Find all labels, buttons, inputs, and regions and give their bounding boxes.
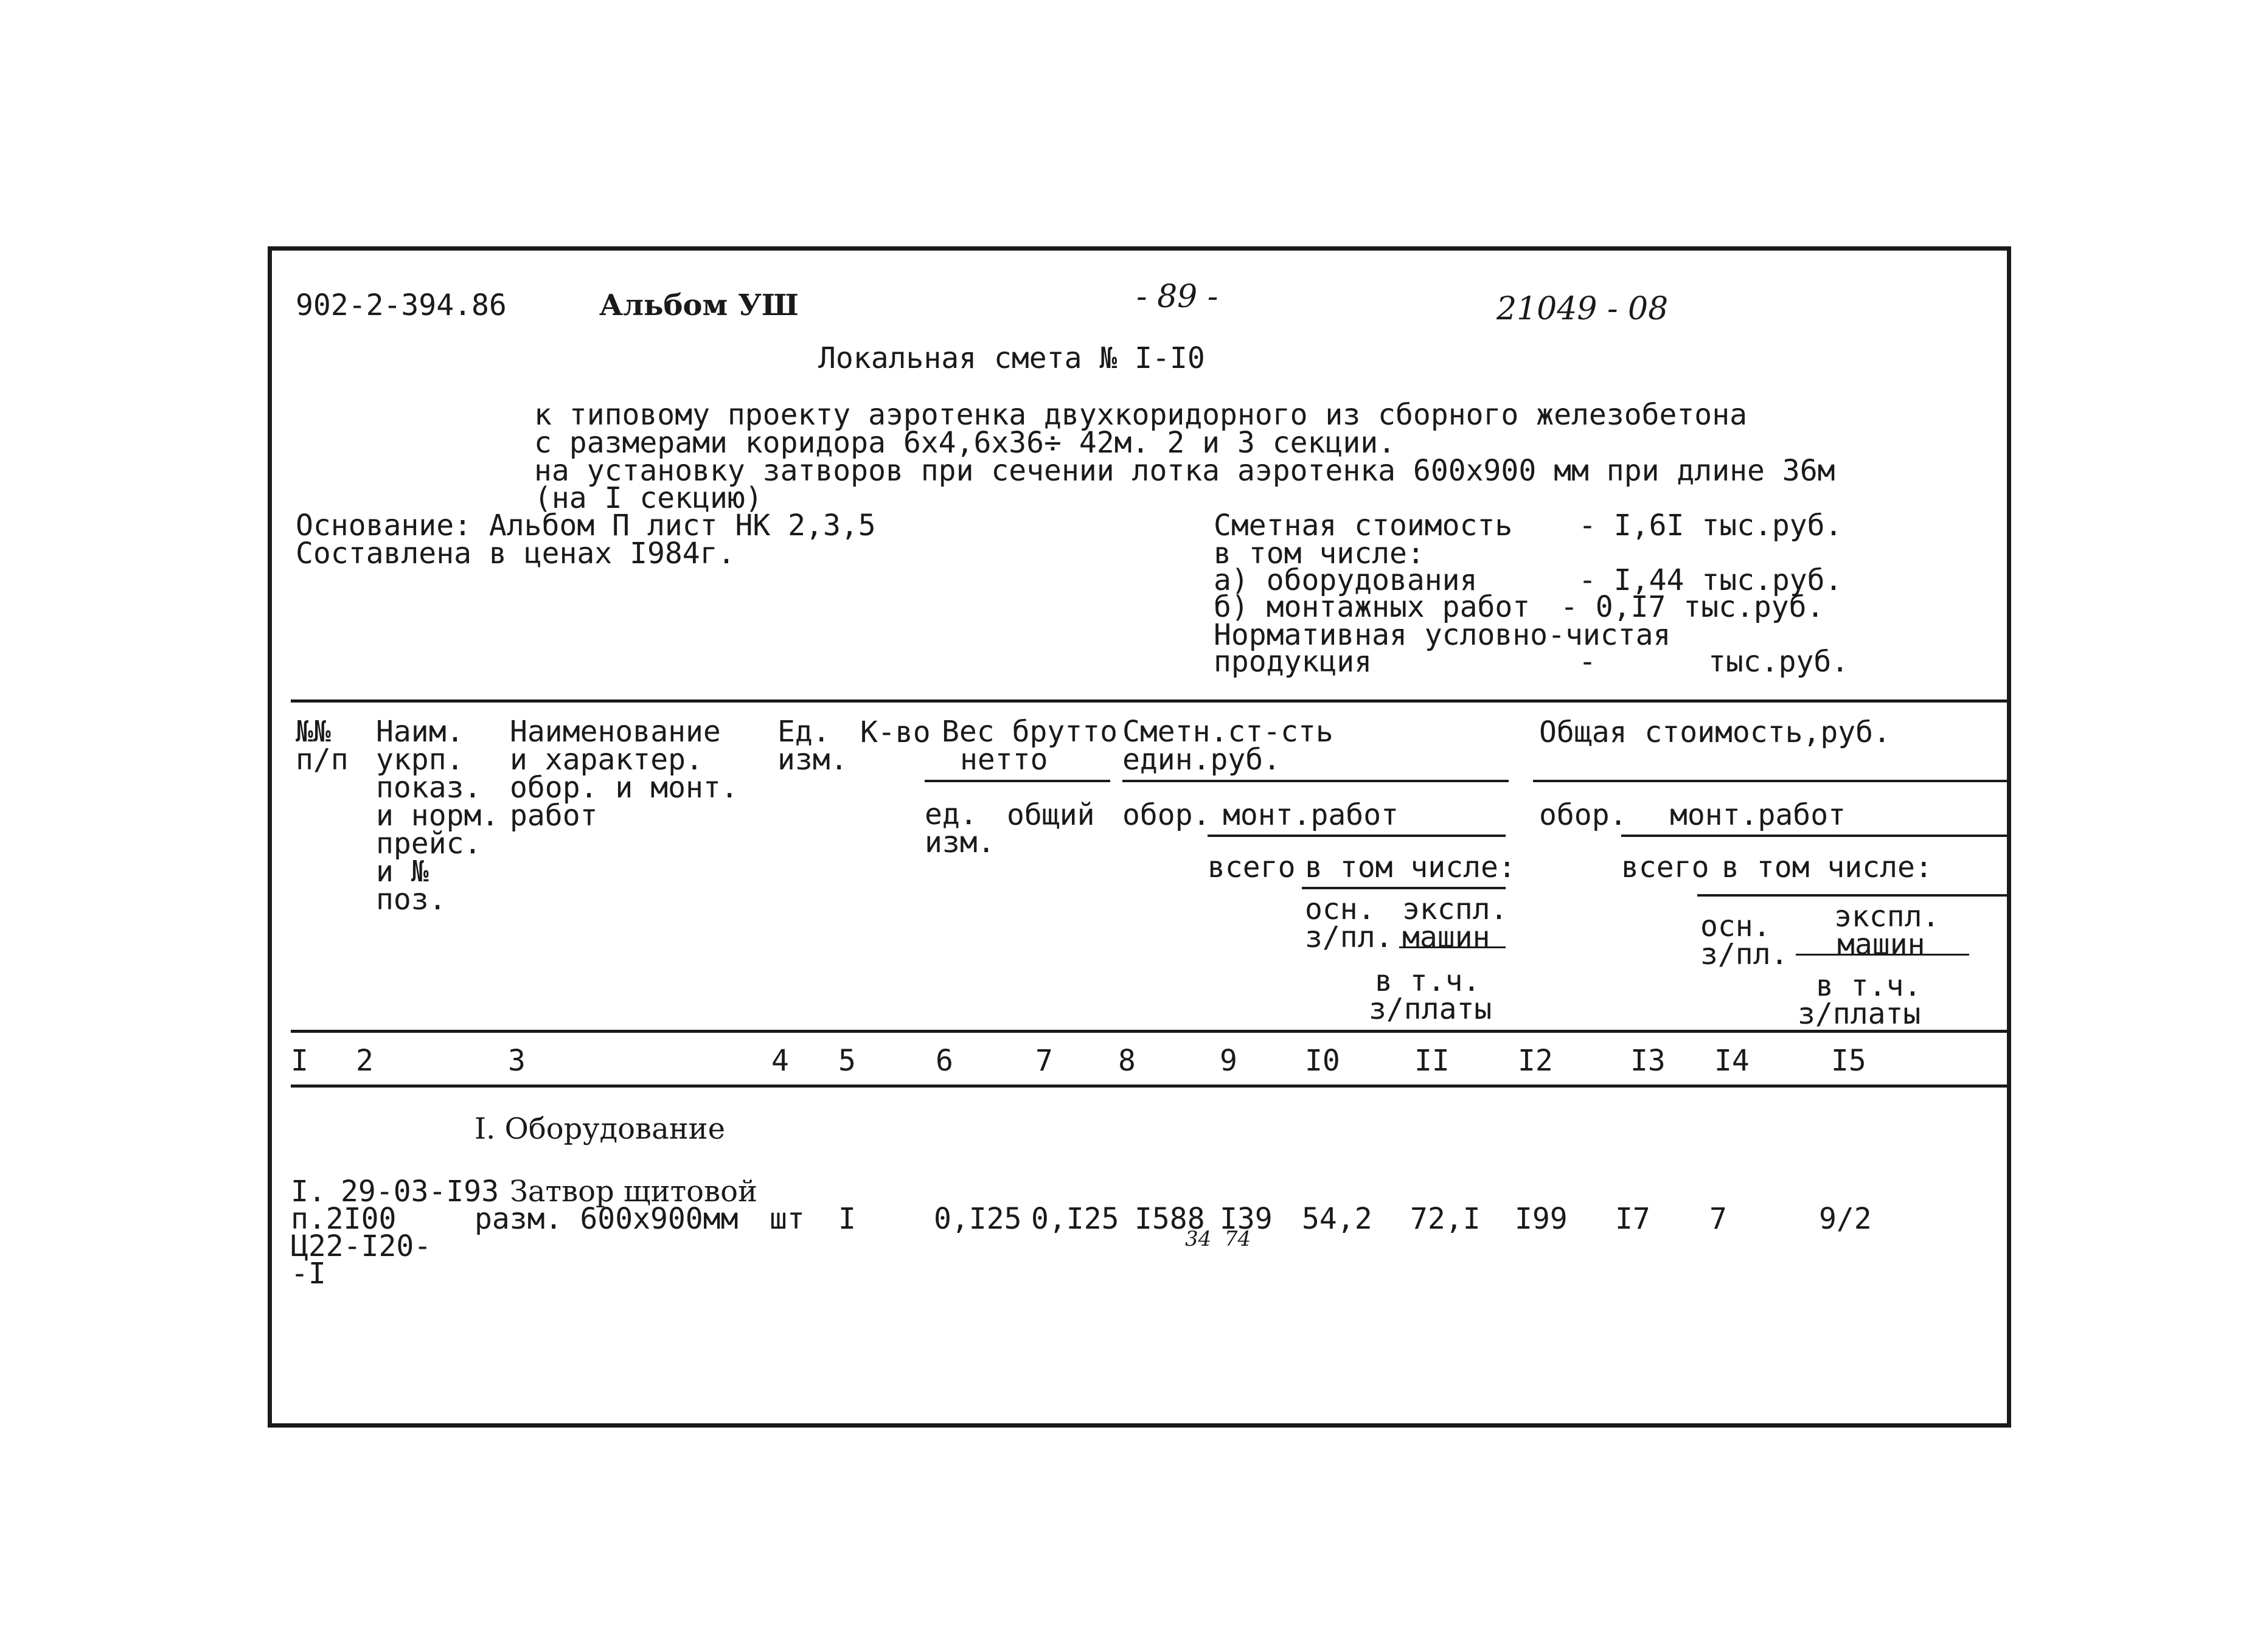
col-unit-wage-header: осн. з/пл. bbox=[1305, 892, 1393, 954]
column-number: 4 bbox=[771, 1044, 789, 1078]
col-total-machines-header: экспл. машин bbox=[1834, 900, 1940, 962]
column-number: I3 bbox=[1630, 1044, 1666, 1078]
estimate-cost-value: - I,6I тыс.руб. bbox=[1579, 508, 1843, 543]
total-cost-rule bbox=[1533, 780, 2011, 782]
col-total-machines-wage-header: в т.ч. з/платы bbox=[1798, 969, 1922, 1031]
col-total-total-header: всего bbox=[1621, 850, 1709, 884]
document-code: 902-2-394.86 bbox=[296, 288, 507, 322]
equipment-cost-value: - I,44 тыс.руб. bbox=[1579, 563, 1843, 597]
row-code: Ц22-I20- bbox=[291, 1229, 432, 1263]
row-weight-unit: 0,I25 bbox=[934, 1202, 1022, 1236]
column-number: I5 bbox=[1831, 1044, 1866, 1078]
row-weight-total: 0,I25 bbox=[1031, 1202, 1119, 1236]
section-title: I. Оборудование bbox=[474, 1112, 726, 1146]
col-weight-header: Вес брутто нетто bbox=[942, 715, 1118, 777]
column-number: 2 bbox=[356, 1044, 374, 1078]
total-install-rule bbox=[1621, 835, 2011, 837]
row-total-equipment: I99 bbox=[1515, 1202, 1568, 1236]
row-name-size: разм. 600х900мм bbox=[474, 1202, 739, 1236]
column-number: 8 bbox=[1118, 1044, 1136, 1078]
col-total-equipment-header: обор. bbox=[1539, 798, 1627, 832]
col-unit-equipment-header: обор. bbox=[1122, 798, 1211, 832]
row-unit-wage: 54,2 bbox=[1302, 1202, 1372, 1236]
row-total-wage: 7 bbox=[1709, 1202, 1727, 1236]
row-name: Затвор щитовой bbox=[510, 1175, 757, 1209]
row-unit-equipment: I588 bbox=[1135, 1202, 1205, 1236]
row-code: 29-03-I93 bbox=[341, 1175, 499, 1209]
col-name-header: Наименование и характер. обор. и монт. работ bbox=[510, 715, 739, 833]
estimate-cost-label: Сметная стоимость bbox=[1214, 508, 1513, 543]
col-code-header: Наим. укрп. показ. и норм. прейс. и № поз. bbox=[376, 715, 499, 917]
install-cost-label: б) монтажных работ bbox=[1214, 590, 1531, 624]
row-qty: I bbox=[838, 1202, 856, 1236]
equipment-cost-label: а) оборудования bbox=[1214, 563, 1478, 597]
table-top-rule bbox=[291, 699, 2011, 703]
estimate-title: Локальная смета № I-I0 bbox=[818, 341, 1205, 375]
col-unit-install-header: монт.работ bbox=[1223, 798, 1399, 832]
col-weight-total-header: общий bbox=[1007, 798, 1095, 832]
col-unit-machines-wage-header: в т.ч. з/платы bbox=[1369, 964, 1492, 1026]
row-code: -I bbox=[291, 1257, 326, 1291]
row-unit: шт bbox=[770, 1202, 805, 1236]
col-total-wage-header: осн. з/пл. bbox=[1700, 909, 1788, 971]
row-unit-install: I39 bbox=[1220, 1202, 1273, 1236]
normative-label-2: продукция bbox=[1214, 645, 1372, 679]
column-numbers-rule bbox=[291, 1085, 2011, 1088]
column-number: I2 bbox=[1518, 1044, 1553, 1078]
col-num-header: №№ п/п bbox=[296, 715, 349, 777]
column-number: 7 bbox=[1035, 1044, 1053, 1078]
row-unit-machines: 72,I bbox=[1410, 1202, 1481, 1236]
row-handwritten-note: 34 74 bbox=[1185, 1227, 1251, 1251]
header-bottom-rule bbox=[291, 1030, 2011, 1033]
normative-label: Нормативная условно-чистая bbox=[1214, 618, 1671, 652]
row-number: I. bbox=[291, 1175, 326, 1209]
col-total-cost-header: Общая стоимость,руб. bbox=[1539, 715, 1891, 749]
unit-cost-rule bbox=[1122, 780, 1509, 782]
album-label: Альбом УШ bbox=[599, 288, 799, 322]
including-label: в том числе: bbox=[1214, 536, 1425, 571]
column-number: I0 bbox=[1305, 1044, 1340, 1078]
column-number: 5 bbox=[838, 1044, 856, 1078]
col-unit-header: Ед. изм. bbox=[777, 715, 848, 777]
col-unit-total-header: всего bbox=[1208, 850, 1296, 884]
page-number: - 89 - bbox=[1136, 279, 1218, 315]
unit-including-rule bbox=[1302, 887, 1506, 889]
weight-rule bbox=[925, 780, 1110, 782]
prices-year-line: Составлена в ценах I984г. bbox=[296, 536, 735, 571]
col-unit-cost-header: Сметн.ст-сть един.руб. bbox=[1122, 715, 1333, 777]
column-number: I bbox=[291, 1044, 308, 1078]
row-total-machines: 9/2 bbox=[1819, 1202, 1872, 1236]
column-number: II bbox=[1414, 1044, 1450, 1078]
normative-unit: тыс.руб. bbox=[1708, 645, 1849, 679]
col-unit-machines-header: экспл. машин bbox=[1402, 892, 1508, 954]
description-line: к типовому проекту аэротенка двухкоридорного из сборного железобетона bbox=[534, 398, 1747, 432]
column-number: 9 bbox=[1220, 1044, 1237, 1078]
column-number: I4 bbox=[1714, 1044, 1750, 1078]
normative-dash: - bbox=[1579, 645, 1596, 679]
unit-install-rule bbox=[1208, 835, 1506, 837]
col-total-including-header: в том числе: bbox=[1722, 850, 1933, 884]
col-unit-including-header: в том числе: bbox=[1305, 850, 1516, 884]
col-total-install-header: монт.работ bbox=[1670, 798, 1846, 832]
total-including-rule bbox=[1697, 894, 2011, 897]
column-number: 3 bbox=[508, 1044, 526, 1078]
install-cost-value: - 0,I7 тыс.руб. bbox=[1560, 590, 1824, 624]
description-line: (на I секцию) bbox=[534, 481, 763, 515]
description-line: с размерами коридора 6х4,6х36÷ 42м. 2 и 3 секции. bbox=[534, 426, 1396, 460]
row-total-install: I7 bbox=[1615, 1202, 1650, 1236]
document-number: 21049 - 08 bbox=[1496, 291, 1669, 327]
col-weight-unit-header: ед. изм. bbox=[925, 797, 995, 859]
col-qty-header: К-во bbox=[860, 715, 931, 749]
basis-line: Основание: Альбом П лист НК 2,3,5 bbox=[296, 508, 876, 543]
row-code: п.2I00 bbox=[291, 1202, 397, 1236]
column-number: 6 bbox=[936, 1044, 953, 1078]
description-line: на установку затворов при сечении лотка аэротенка 600х900 мм при длине 36м bbox=[534, 454, 1835, 488]
